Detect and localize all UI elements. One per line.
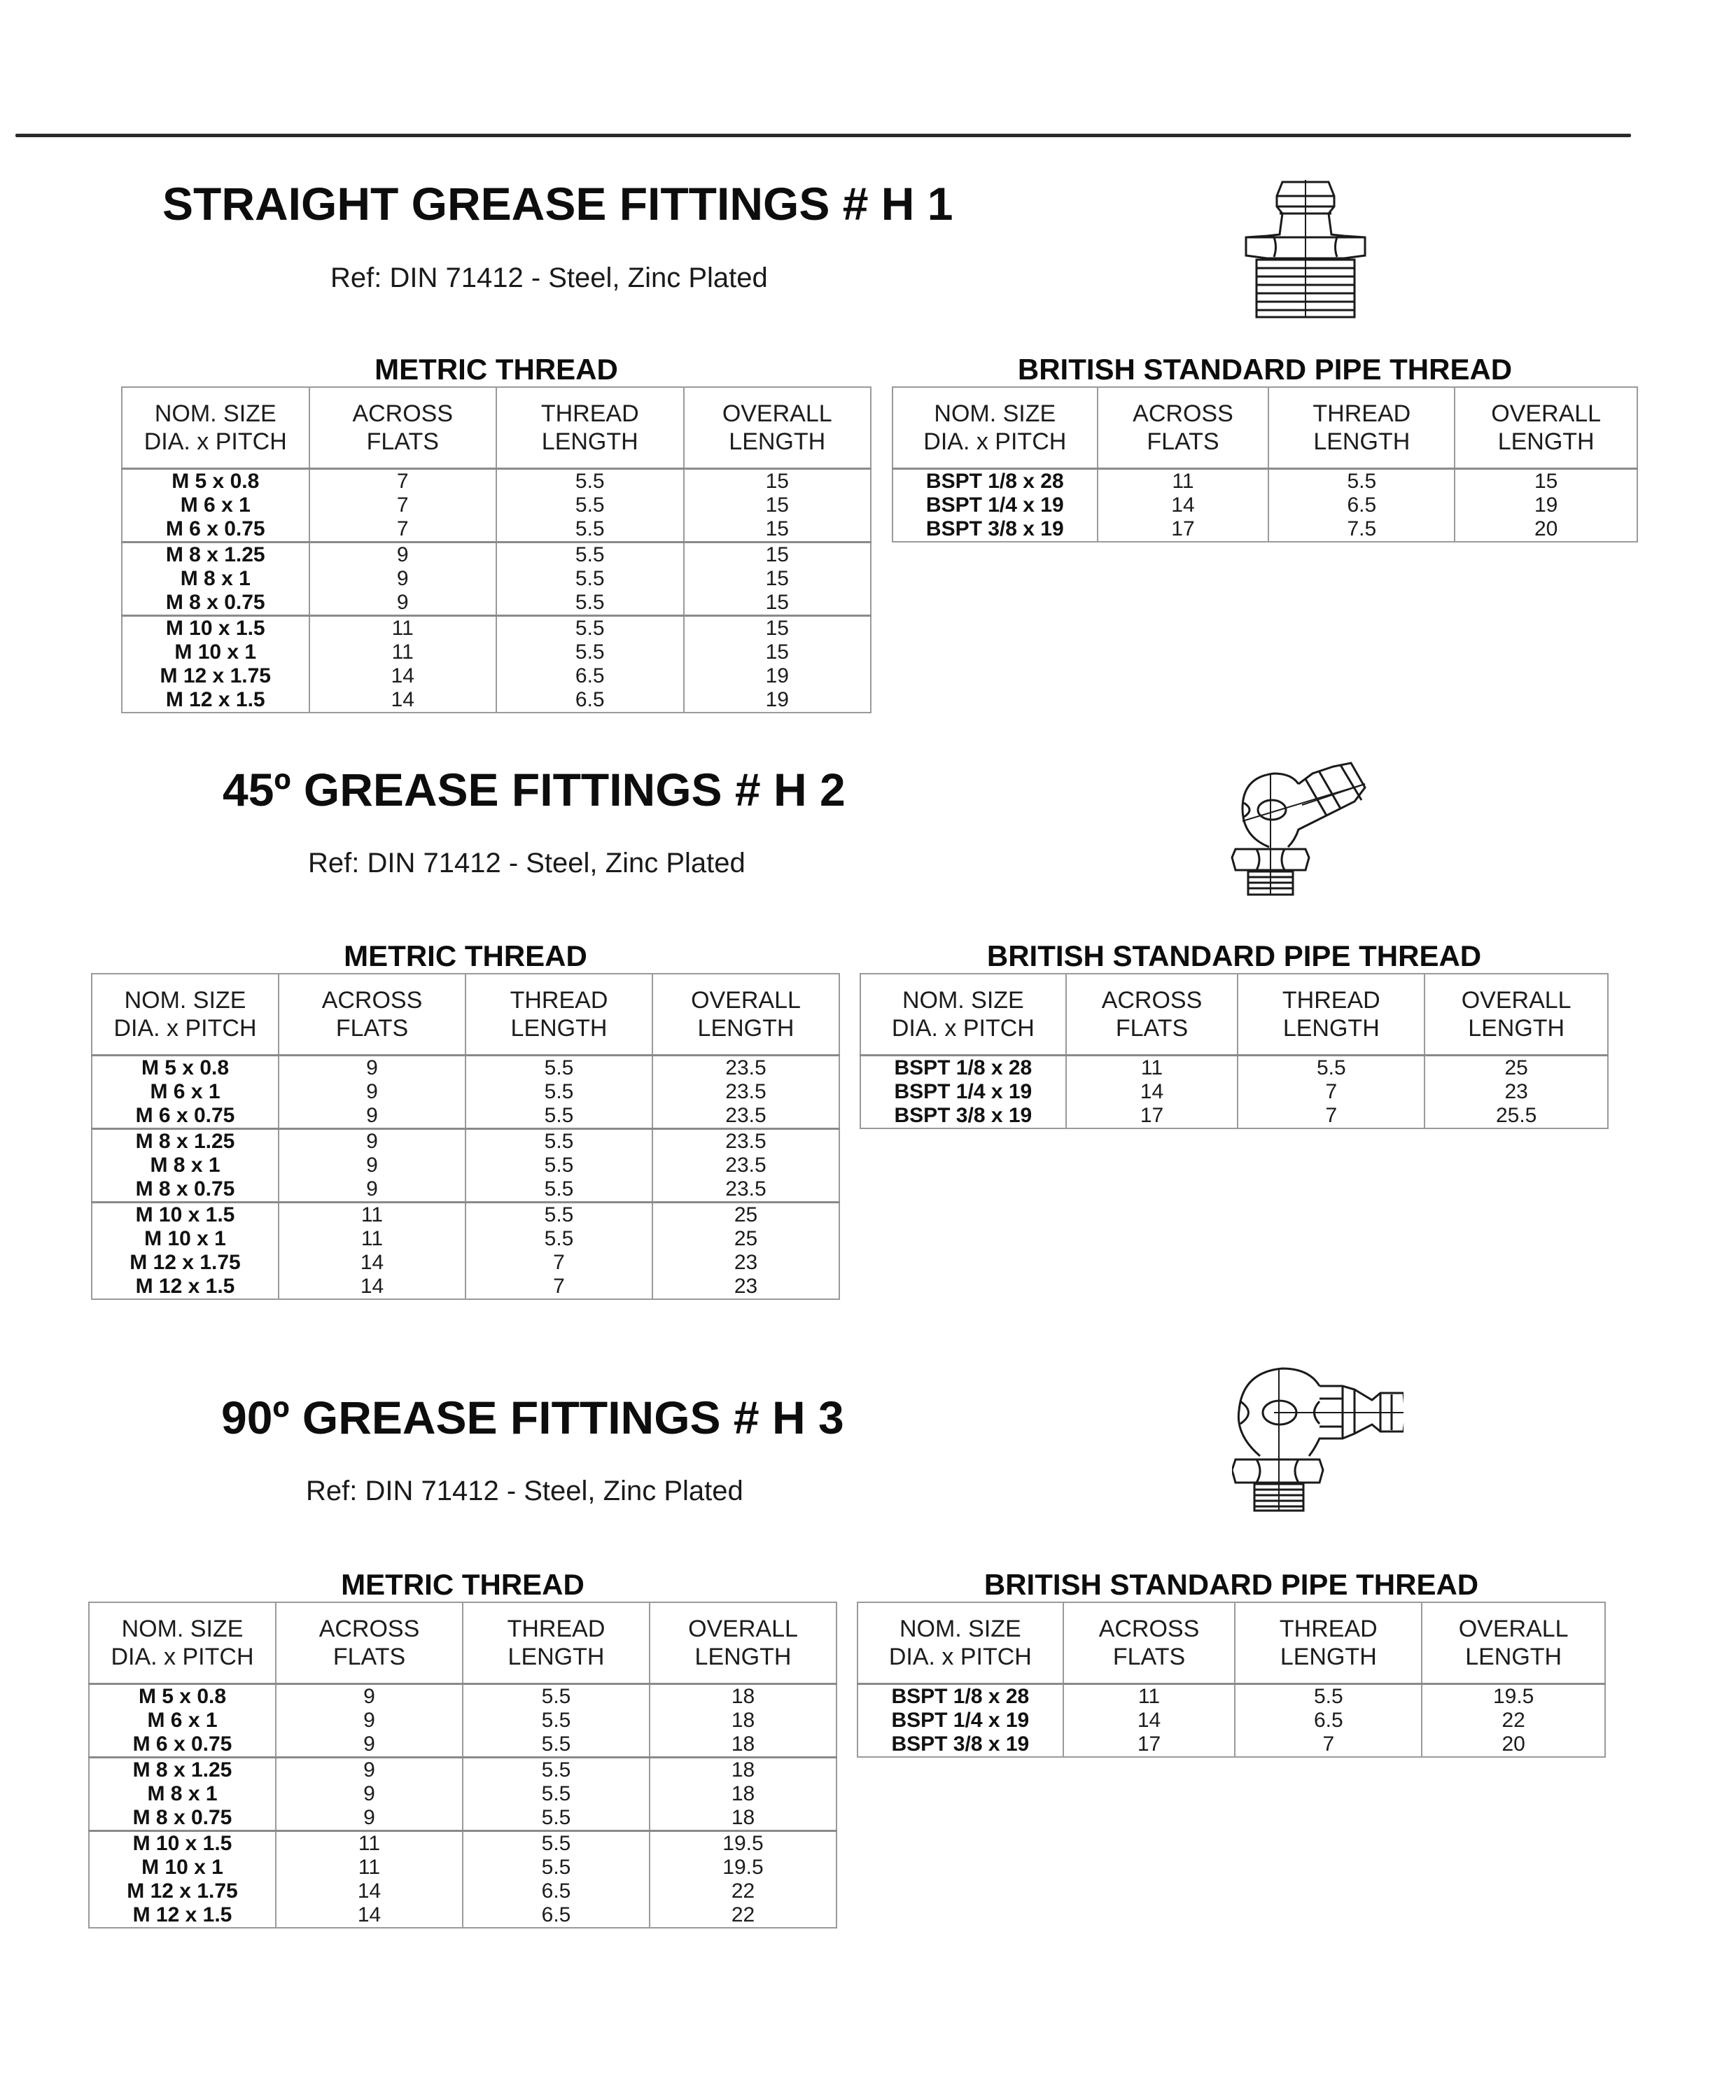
metric-thread-label-h2: METRIC THREAD [344, 939, 587, 972]
cell-across-flats: 9 [309, 591, 497, 616]
cell-across-flats: 14 [279, 1275, 465, 1299]
col-header-thread-length: THREAD LENGTH [465, 974, 652, 1056]
cell-size: M 5 x 0.8 [89, 1684, 276, 1709]
col-header-thread-length: THREAD LENGTH [496, 387, 684, 469]
cell-overall-length: 18 [650, 1709, 836, 1732]
cell-overall-length: 25 [1424, 1056, 1608, 1081]
table-row [122, 567, 871, 591]
cell-thread-length: 5.5 [496, 517, 684, 542]
cell-thread-length: 5.5 [496, 567, 684, 591]
cell-thread-length: 7 [465, 1251, 652, 1275]
col-header-across-flats: ACROSS FLATS [279, 974, 465, 1056]
table-header-row [858, 1602, 1605, 1684]
cell-across-flats: 9 [276, 1782, 463, 1806]
cell-across-flats: 14 [279, 1251, 465, 1275]
section-title-h2: 45º GREASE FITTINGS # H 2 [223, 764, 846, 816]
metric-thread-table-h2 [91, 973, 840, 1300]
cell-across-flats: 14 [1063, 1709, 1236, 1732]
cell-overall-length: 20 [1455, 517, 1637, 542]
table-header-row [92, 974, 839, 1056]
cell-across-flats: 11 [276, 1856, 463, 1879]
col-header-thread-length: THREAD LENGTH [1238, 974, 1424, 1056]
cell-size: M 12 x 1.75 [92, 1251, 279, 1275]
cell-size: M 8 x 1.25 [92, 1129, 279, 1154]
cell-overall-length: 22 [650, 1903, 836, 1928]
table-row [92, 1080, 839, 1104]
cell-across-flats: 11 [279, 1203, 465, 1228]
table-row [92, 1203, 839, 1228]
cell-thread-length: 5.5 [463, 1684, 650, 1709]
table-row [92, 1129, 839, 1154]
cell-size: M 6 x 0.75 [122, 517, 309, 542]
cell-size: M 8 x 1.25 [89, 1758, 276, 1783]
cell-overall-length: 15 [684, 542, 872, 568]
table-row [89, 1782, 836, 1806]
section-ref-h2: Ref: DIN 71412 - Steel, Zinc Plated [308, 848, 746, 878]
cell-size: M 12 x 1.75 [122, 664, 309, 688]
bspt-thread-table-h2 [860, 973, 1609, 1129]
cell-size: M 5 x 0.8 [122, 469, 309, 494]
cell-across-flats: 9 [279, 1177, 465, 1203]
col-header-across-flats: ACROSS FLATS [309, 387, 497, 469]
cell-thread-length: 5.5 [463, 1782, 650, 1806]
straight-grease-fitting-icon [1239, 178, 1372, 318]
cell-size: M 10 x 1 [122, 640, 309, 664]
cell-thread-length: 7 [1238, 1104, 1424, 1128]
cell-across-flats: 9 [279, 1154, 465, 1177]
bspt-thread-table-h3 [857, 1602, 1606, 1758]
table-row [860, 1056, 1608, 1081]
col-header-nom-size: NOM. SIZE DIA. x PITCH [858, 1602, 1063, 1684]
cell-overall-length: 19.5 [650, 1856, 836, 1879]
cell-across-flats: 9 [309, 567, 497, 591]
cell-overall-length: 25.5 [1424, 1104, 1608, 1128]
col-header-overall-length: OVERALL LENGTH [652, 974, 839, 1056]
cell-overall-length: 18 [650, 1758, 836, 1783]
cell-thread-length: 5.5 [463, 1732, 650, 1758]
table-row [89, 1831, 836, 1856]
cell-thread-length: 7 [1238, 1080, 1424, 1104]
cell-across-flats: 11 [276, 1831, 463, 1856]
cell-size: BSPT 1/4 x 19 [860, 1080, 1066, 1104]
cell-across-flats: 14 [309, 664, 497, 688]
cell-thread-length: 6.5 [1268, 493, 1455, 517]
table-row [122, 616, 871, 641]
cell-thread-length: 5.5 [465, 1056, 652, 1081]
section-ref-h1: Ref: DIN 71412 - Steel, Zinc Plated [330, 262, 768, 293]
table-header-row [122, 387, 871, 469]
cell-size: M 10 x 1.5 [92, 1203, 279, 1228]
table-row [89, 1903, 836, 1928]
cell-overall-length: 18 [650, 1732, 836, 1758]
section-title-h1: STRAIGHT GREASE FITTINGS # H 1 [162, 178, 953, 230]
section-ref-h3: Ref: DIN 71412 - Steel, Zinc Plated [306, 1476, 743, 1506]
cell-across-flats: 9 [309, 542, 497, 568]
cell-across-flats: 14 [1098, 493, 1269, 517]
col-header-overall-length: OVERALL LENGTH [1422, 1602, 1605, 1684]
cell-thread-length: 5.5 [465, 1129, 652, 1154]
cell-across-flats: 7 [309, 517, 497, 542]
section-title-h3: 90º GREASE FITTINGS # H 3 [221, 1392, 844, 1443]
cell-overall-length: 15 [1455, 469, 1637, 494]
table-header-row [860, 974, 1608, 1056]
col-header-across-flats: ACROSS FLATS [276, 1602, 463, 1684]
cell-thread-length: 5.5 [496, 640, 684, 664]
cell-thread-length: 5.5 [496, 591, 684, 616]
cell-size: M 8 x 0.75 [122, 591, 309, 616]
table-row [122, 664, 871, 688]
table-row [122, 493, 871, 517]
cell-size: BSPT 3/8 x 19 [858, 1732, 1063, 1757]
cell-across-flats: 11 [1066, 1056, 1238, 1081]
cell-thread-length: 7 [465, 1275, 652, 1299]
table-row [122, 517, 871, 542]
cell-thread-length: 6.5 [463, 1879, 650, 1903]
table-header-row [89, 1602, 836, 1684]
cell-across-flats: 9 [276, 1684, 463, 1709]
cell-overall-length: 23 [1424, 1080, 1608, 1104]
table-row [89, 1758, 836, 1783]
cell-thread-length: 5.5 [465, 1104, 652, 1129]
table-row [122, 542, 871, 568]
table-row [92, 1154, 839, 1177]
cell-thread-length: 5.5 [463, 1831, 650, 1856]
cell-thread-length: 5.5 [465, 1203, 652, 1228]
45-degree-grease-fitting-icon [1228, 746, 1368, 896]
cell-overall-length: 19 [684, 664, 872, 688]
cell-thread-length: 5.5 [465, 1080, 652, 1104]
metric-thread-table-h3 [88, 1602, 837, 1928]
cell-size: M 6 x 0.75 [89, 1732, 276, 1758]
cell-thread-length: 7 [1235, 1732, 1422, 1757]
col-header-nom-size: NOM. SIZE DIA. x PITCH [89, 1602, 276, 1684]
cell-size: M 10 x 1 [92, 1227, 279, 1251]
cell-overall-length: 19 [684, 688, 872, 713]
table-row [858, 1732, 1605, 1757]
cell-size: M 8 x 0.75 [92, 1177, 279, 1203]
cell-overall-length: 19.5 [1422, 1684, 1605, 1709]
cell-overall-length: 25 [652, 1227, 839, 1251]
cell-overall-length: 23.5 [652, 1056, 839, 1081]
cell-thread-length: 5.5 [465, 1177, 652, 1203]
cell-thread-length: 6.5 [463, 1903, 650, 1928]
cell-across-flats: 11 [1063, 1684, 1236, 1709]
cell-size: M 10 x 1 [89, 1856, 276, 1879]
table-row [892, 493, 1637, 517]
cell-size: M 12 x 1.5 [122, 688, 309, 713]
col-header-overall-length: OVERALL LENGTH [1455, 387, 1637, 469]
cell-across-flats: 17 [1098, 517, 1269, 542]
table-row [89, 1879, 836, 1903]
cell-overall-length: 20 [1422, 1732, 1605, 1757]
90-degree-grease-fitting-icon [1232, 1351, 1404, 1512]
cell-across-flats: 9 [279, 1129, 465, 1154]
table-row [92, 1251, 839, 1275]
cell-overall-length: 25 [652, 1203, 839, 1228]
cell-size: BSPT 1/4 x 19 [892, 493, 1098, 517]
cell-across-flats: 17 [1066, 1104, 1238, 1128]
table-row [89, 1709, 836, 1732]
table-row [122, 640, 871, 664]
bspt-thread-label-h3: BRITISH STANDARD PIPE THREAD [983, 1568, 1479, 1601]
table-row [860, 1080, 1608, 1104]
cell-across-flats: 14 [309, 688, 497, 713]
table-row [92, 1275, 839, 1299]
cell-across-flats: 11 [1098, 469, 1269, 494]
table-row [858, 1709, 1605, 1732]
cell-across-flats: 9 [279, 1104, 465, 1129]
cell-across-flats: 9 [279, 1080, 465, 1104]
cell-thread-length: 6.5 [496, 688, 684, 713]
cell-overall-length: 23.5 [652, 1080, 839, 1104]
col-header-nom-size: NOM. SIZE DIA. x PITCH [892, 387, 1098, 469]
cell-overall-length: 23.5 [652, 1177, 839, 1203]
cell-thread-length: 5.5 [1268, 469, 1455, 494]
cell-overall-length: 15 [684, 517, 872, 542]
col-header-nom-size: NOM. SIZE DIA. x PITCH [92, 974, 279, 1056]
top-horizontal-rule [15, 134, 1631, 137]
table-row [92, 1056, 839, 1081]
bspt-thread-label-h1: BRITISH STANDARD PIPE THREAD [1017, 353, 1513, 386]
cell-across-flats: 9 [276, 1806, 463, 1831]
metric-thread-table-h1 [121, 386, 872, 713]
cell-overall-length: 15 [684, 640, 872, 664]
cell-overall-length: 19.5 [650, 1831, 836, 1856]
cell-size: M 5 x 0.8 [92, 1056, 279, 1081]
col-header-overall-length: OVERALL LENGTH [1424, 974, 1608, 1056]
table-row [89, 1732, 836, 1758]
col-header-nom-size: NOM. SIZE DIA. x PITCH [860, 974, 1066, 1056]
cell-thread-length: 5.5 [496, 493, 684, 517]
table-row [892, 517, 1637, 542]
cell-thread-length: 7.5 [1268, 517, 1455, 542]
cell-across-flats: 9 [279, 1056, 465, 1081]
table-row [89, 1806, 836, 1831]
table-row [89, 1856, 836, 1879]
cell-across-flats: 7 [309, 469, 497, 494]
cell-overall-length: 15 [684, 591, 872, 616]
cell-size: BSPT 1/8 x 28 [892, 469, 1098, 494]
cell-across-flats: 9 [276, 1709, 463, 1732]
cell-across-flats: 9 [276, 1758, 463, 1783]
cell-overall-length: 18 [650, 1782, 836, 1806]
cell-size: M 6 x 1 [92, 1080, 279, 1104]
cell-thread-length: 6.5 [496, 664, 684, 688]
cell-overall-length: 18 [650, 1806, 836, 1831]
cell-size: M 10 x 1.5 [122, 616, 309, 641]
cell-size: M 12 x 1.5 [89, 1903, 276, 1928]
cell-thread-length: 5.5 [496, 616, 684, 641]
cell-overall-length: 15 [684, 567, 872, 591]
cell-size: BSPT 3/8 x 19 [892, 517, 1098, 542]
cell-across-flats: 14 [276, 1879, 463, 1903]
cell-size: BSPT 1/8 x 28 [860, 1056, 1066, 1081]
cell-size: BSPT 3/8 x 19 [860, 1104, 1066, 1128]
table-row [122, 469, 871, 494]
cell-thread-length: 5.5 [1238, 1056, 1424, 1081]
cell-overall-length: 23 [652, 1275, 839, 1299]
bspt-thread-table-h1 [892, 386, 1638, 542]
table-row [92, 1177, 839, 1203]
cell-thread-length: 5.5 [1235, 1684, 1422, 1709]
cell-size: M 8 x 1 [122, 567, 309, 591]
cell-overall-length: 15 [684, 469, 872, 494]
col-header-thread-length: THREAD LENGTH [1268, 387, 1455, 469]
col-header-thread-length: THREAD LENGTH [1235, 1602, 1422, 1684]
cell-size: M 8 x 1 [89, 1782, 276, 1806]
cell-size: M 8 x 1 [92, 1154, 279, 1177]
cell-size: M 6 x 1 [89, 1709, 276, 1732]
table-row [122, 688, 871, 713]
cell-across-flats: 14 [276, 1903, 463, 1928]
cell-overall-length: 23.5 [652, 1129, 839, 1154]
cell-size: M 12 x 1.75 [89, 1879, 276, 1903]
col-header-overall-length: OVERALL LENGTH [684, 387, 872, 469]
col-header-overall-length: OVERALL LENGTH [650, 1602, 836, 1684]
cell-thread-length: 5.5 [465, 1227, 652, 1251]
cell-thread-length: 5.5 [463, 1806, 650, 1831]
cell-across-flats: 11 [309, 616, 497, 641]
cell-size: BSPT 1/4 x 19 [858, 1709, 1063, 1732]
cell-size: M 6 x 1 [122, 493, 309, 517]
table-header-row [892, 387, 1637, 469]
table-row [858, 1684, 1605, 1709]
cell-overall-length: 19 [1455, 493, 1637, 517]
cell-size: M 6 x 0.75 [92, 1104, 279, 1129]
cell-across-flats: 9 [276, 1732, 463, 1758]
cell-size: M 10 x 1.5 [89, 1831, 276, 1856]
cell-thread-length: 5.5 [465, 1154, 652, 1177]
cell-across-flats: 11 [279, 1227, 465, 1251]
col-header-thread-length: THREAD LENGTH [463, 1602, 650, 1684]
table-row [89, 1684, 836, 1709]
table-row [860, 1104, 1608, 1128]
col-header-across-flats: ACROSS FLATS [1098, 387, 1269, 469]
cell-across-flats: 14 [1066, 1080, 1238, 1104]
cell-overall-length: 23.5 [652, 1104, 839, 1129]
table-row [892, 469, 1637, 494]
bspt-thread-label-h2: BRITISH STANDARD PIPE THREAD [986, 939, 1482, 972]
cell-across-flats: 11 [309, 640, 497, 664]
cell-thread-length: 5.5 [496, 469, 684, 494]
table-row [92, 1104, 839, 1129]
col-header-across-flats: ACROSS FLATS [1063, 1602, 1236, 1684]
cell-thread-length: 5.5 [463, 1856, 650, 1879]
cell-overall-length: 23.5 [652, 1154, 839, 1177]
cell-size: M 8 x 1.25 [122, 542, 309, 568]
metric-thread-label-h3: METRIC THREAD [341, 1568, 584, 1601]
cell-thread-length: 5.5 [463, 1758, 650, 1783]
cell-across-flats: 17 [1063, 1732, 1236, 1757]
cell-overall-length: 15 [684, 616, 872, 641]
cell-overall-length: 18 [650, 1684, 836, 1709]
cell-thread-length: 6.5 [1235, 1709, 1422, 1732]
col-header-across-flats: ACROSS FLATS [1066, 974, 1238, 1056]
cell-thread-length: 5.5 [496, 542, 684, 568]
cell-overall-length: 22 [1422, 1709, 1605, 1732]
col-header-nom-size: NOM. SIZE DIA. x PITCH [122, 387, 309, 469]
metric-thread-label-h1: METRIC THREAD [374, 353, 618, 386]
cell-overall-length: 23 [652, 1251, 839, 1275]
cell-overall-length: 15 [684, 493, 872, 517]
cell-across-flats: 7 [309, 493, 497, 517]
cell-overall-length: 22 [650, 1879, 836, 1903]
table-row [122, 591, 871, 616]
cell-size: M 8 x 0.75 [89, 1806, 276, 1831]
cell-size: BSPT 1/8 x 28 [858, 1684, 1063, 1709]
table-row [92, 1227, 839, 1251]
cell-thread-length: 5.5 [463, 1709, 650, 1732]
cell-size: M 12 x 1.5 [92, 1275, 279, 1299]
